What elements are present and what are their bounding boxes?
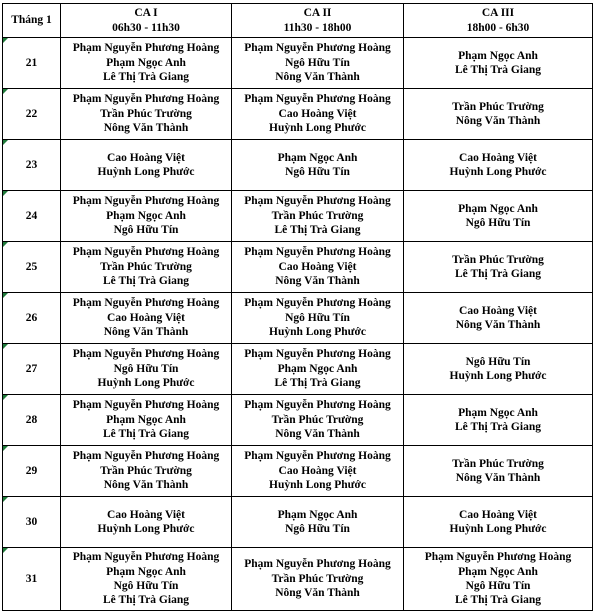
shift-cell-3 [404, 140, 593, 191]
staff-name: Lê Thị Trà Giang [103, 71, 189, 84]
shift-time: 06h30 - 11h30 [112, 21, 180, 34]
staff-name: Nông Văn Thành [275, 428, 360, 441]
day-number: 23 [25, 158, 38, 171]
shift-cell-3 [404, 89, 593, 140]
day-cell [3, 548, 61, 611]
shift-title: CA II [303, 6, 332, 19]
day-cell [3, 395, 61, 446]
staff-name: Phạm Nguyễn Phương Hoàng [72, 246, 220, 259]
shift-cell-1 [61, 38, 232, 89]
day-number: 25 [25, 260, 38, 273]
shift-cell-3 [404, 38, 593, 89]
table-row [3, 293, 593, 344]
comment-corner-marker [3, 293, 8, 298]
day-cell [3, 38, 61, 89]
staff-name: Trần Phúc Trường [452, 457, 544, 470]
staff-name: Huỳnh Long Phước [269, 326, 366, 339]
day-cell [3, 140, 61, 191]
staff-name: Ngô Hữu Tín [285, 56, 350, 69]
shift-cell-1 [61, 293, 232, 344]
shift-cell-1 [61, 140, 232, 191]
table-row [3, 395, 593, 446]
table-row [3, 446, 593, 497]
shift-cell-3 [404, 344, 593, 395]
staff-name: Phạm Nguyễn Phương Hoàng [72, 42, 220, 55]
staff-name: Huỳnh Long Phước [449, 523, 547, 535]
shift-cell-3 [404, 446, 593, 497]
day-number: 24 [25, 209, 38, 222]
shift-cell-2 [232, 38, 404, 89]
staff-name: Trần Phúc Trường [271, 413, 364, 426]
shift-cell-3 [404, 497, 593, 548]
comment-corner-marker [3, 191, 8, 196]
staff-name: Phạm Nguyễn Phương Hoàng [424, 551, 572, 564]
staff-name: Trần Phúc Trường [452, 253, 544, 266]
staff-name: Ngô Hữu Tín [113, 224, 179, 237]
comment-corner-marker [3, 446, 8, 451]
day-cell [3, 242, 61, 293]
staff-name: Nông Văn Thành [103, 122, 189, 135]
staff-name: Cao Hoàng Việt [459, 151, 537, 164]
day-number: 29 [25, 464, 38, 477]
staff-name: Cao Hoàng Việt [278, 260, 357, 273]
table-row [3, 140, 593, 191]
shift-cell-1 [61, 89, 232, 140]
staff-name: Ngô Hữu Tín [465, 580, 531, 592]
staff-name: Ngô Hữu Tín [285, 311, 350, 324]
staff-name: Lê Thị Trà Giang [274, 377, 361, 390]
staff-name: Phạm Nguyễn Phương Hoàng [244, 93, 391, 106]
shift-header-3 [404, 4, 593, 38]
table-row [3, 242, 593, 293]
shift-cell-1 [61, 191, 232, 242]
shift-cell-1 [61, 395, 232, 446]
table-row [3, 548, 593, 611]
staff-name: Lê Thị Trà Giang [455, 64, 541, 76]
staff-name: Phạm Nguyễn Phương Hoàng [244, 246, 391, 259]
staff-name: Phạm Ngọc Anh [106, 413, 186, 426]
staff-name: Cao Hoàng Việt [278, 464, 357, 477]
staff-name: Phạm Ngọc Anh [106, 56, 186, 69]
staff-name: Phạm Nguyễn Phương Hoàng [244, 558, 391, 571]
table-row [3, 344, 593, 395]
staff-name: Phạm Ngọc Anh [458, 406, 538, 419]
table-row [3, 89, 593, 140]
comment-corner-marker [3, 344, 8, 349]
shift-cell-2 [232, 548, 404, 611]
comment-corner-marker [3, 242, 8, 247]
shift-time: 18h00 - 6h30 [466, 21, 530, 34]
staff-name: Trần Phúc Trường [100, 107, 192, 120]
staff-name: Nông Văn Thành [275, 587, 360, 600]
shift-cell-2 [232, 242, 404, 293]
staff-name: Phạm Nguyễn Phương Hoàng [244, 195, 391, 208]
staff-name: Phạm Nguyễn Phương Hoàng [244, 297, 391, 310]
staff-name: Phạm Ngọc Anh [458, 565, 538, 578]
shift-header-2 [232, 4, 404, 38]
staff-name: Phạm Nguyễn Phương Hoàng [244, 348, 391, 361]
staff-name: Phạm Ngọc Anh [106, 209, 186, 222]
staff-name: Nông Văn Thành [275, 71, 360, 84]
staff-name: Cao Hoàng Việt [459, 304, 537, 317]
staff-name: Nông Văn Thành [103, 326, 189, 339]
staff-name: Trần Phúc Trường [100, 464, 192, 477]
staff-name: Huỳnh Long Phước [449, 370, 547, 382]
shift-cell-2 [232, 293, 404, 344]
staff-name: Phạm Nguyễn Phương Hoàng [244, 450, 391, 463]
month-header [3, 4, 61, 38]
staff-name: Huỳnh Long Phước [269, 479, 366, 492]
staff-name: Huỳnh Long Phước [97, 166, 195, 178]
staff-name: Trần Phúc Trường [271, 209, 364, 222]
shift-cell-2 [232, 140, 404, 191]
staff-name: Nông Văn Thành [455, 472, 541, 484]
staff-name: Lê Thị Trà Giang [103, 428, 189, 441]
staff-name: Phạm Ngọc Anh [277, 362, 358, 375]
staff-name: Nông Văn Thành [103, 479, 189, 492]
table-row [3, 497, 593, 548]
staff-name: Ngô Hữu Tín [285, 523, 350, 535]
staff-name: Phạm Nguyễn Phương Hoàng [72, 399, 220, 412]
staff-name: Phạm Ngọc Anh [106, 565, 186, 578]
shift-cell-1 [61, 344, 232, 395]
staff-name: Trần Phúc Trường [100, 260, 192, 273]
staff-name: Nông Văn Thành [275, 275, 360, 288]
staff-name: Phạm Nguyễn Phương Hoàng [72, 450, 220, 463]
shift-cell-1 [61, 497, 232, 548]
staff-name: Trần Phúc Trường [271, 572, 364, 585]
staff-name: Phạm Nguyễn Phương Hoàng [72, 93, 220, 106]
staff-name: Ngô Hữu Tín [465, 355, 531, 368]
day-number: 21 [25, 56, 38, 69]
shift-cell-3 [404, 191, 593, 242]
staff-name: Ngô Hữu Tín [285, 166, 350, 178]
shift-cell-3 [404, 242, 593, 293]
staff-name: Cao Hoàng Việt [107, 508, 185, 521]
day-cell [3, 293, 61, 344]
shift-cell-1 [61, 548, 232, 611]
staff-name: Phạm Ngọc Anh [458, 49, 538, 62]
staff-name: Huỳnh Long Phước [269, 122, 366, 135]
staff-name: Lê Thị Trà Giang [455, 421, 541, 433]
shift-cell-1 [61, 446, 232, 497]
shift-cell-2 [232, 395, 404, 446]
staff-name: Trần Phúc Trường [452, 100, 544, 113]
staff-name: Phạm Nguyễn Phương Hoàng [72, 297, 220, 310]
header-row [3, 4, 593, 38]
staff-name: Phạm Nguyễn Phương Hoàng [72, 195, 220, 208]
staff-name: Cao Hoàng Việt [278, 107, 357, 120]
day-cell [3, 497, 61, 548]
shift-cell-3 [404, 293, 593, 344]
schedule-body [3, 38, 593, 611]
staff-name: Phạm Ngọc Anh [277, 508, 358, 521]
staff-name: Lê Thị Trà Giang [274, 224, 361, 237]
staff-name: Huỳnh Long Phước [97, 523, 195, 535]
day-number: 30 [25, 515, 38, 528]
staff-name: Ngô Hữu Tín [113, 580, 179, 592]
staff-name: Huỳnh Long Phước [97, 377, 195, 390]
table-row [3, 38, 593, 89]
day-cell [3, 446, 61, 497]
shift-cell-2 [232, 191, 404, 242]
staff-name: Ngô Hữu Tín [113, 362, 179, 375]
staff-name: Phạm Nguyễn Phương Hoàng [72, 551, 220, 564]
shift-time: 11h30 - 18h00 [283, 21, 352, 34]
shift-cell-2 [232, 89, 404, 140]
staff-name: Lê Thị Trà Giang [455, 268, 541, 280]
day-number: 27 [25, 362, 38, 375]
table-row [3, 191, 593, 242]
staff-name: Nông Văn Thành [455, 319, 541, 331]
comment-corner-marker [3, 38, 8, 43]
shift-title: CA I [134, 6, 158, 19]
shift-title: CA III [481, 6, 515, 19]
shift-header-1 [61, 4, 232, 38]
shift-cell-3 [404, 395, 593, 446]
staff-name: Cao Hoàng Việt [107, 311, 185, 324]
staff-name: Phạm Ngọc Anh [277, 151, 358, 164]
day-cell [3, 89, 61, 140]
staff-name: Lê Thị Trà Giang [103, 275, 189, 288]
day-cell [3, 344, 61, 395]
staff-name: Huỳnh Long Phước [449, 166, 547, 178]
staff-name: Cao Hoàng Việt [107, 151, 185, 164]
comment-corner-marker [3, 89, 8, 94]
staff-name: Phạm Nguyễn Phương Hoàng [244, 42, 391, 55]
day-number: 26 [25, 311, 38, 324]
staff-name: Cao Hoàng Việt [459, 508, 537, 521]
day-number: 28 [25, 413, 38, 426]
staff-name: Phạm Nguyễn Phương Hoàng [244, 399, 391, 412]
shift-cell-1 [61, 242, 232, 293]
shift-cell-2 [232, 446, 404, 497]
day-number: 22 [25, 107, 38, 120]
staff-name: Phạm Ngọc Anh [458, 202, 538, 215]
shift-cell-2 [232, 344, 404, 395]
comment-corner-marker [3, 497, 8, 502]
day-number: 31 [25, 572, 38, 585]
staff-name: Lê Thị Trà Giang [103, 594, 189, 607]
shift-cell-2 [232, 497, 404, 548]
comment-corner-marker [3, 395, 8, 400]
staff-name: Phạm Nguyễn Phương Hoàng [72, 348, 220, 361]
shift-schedule-table [2, 3, 593, 611]
day-cell [3, 191, 61, 242]
comment-corner-marker [3, 140, 8, 145]
comment-corner-marker [3, 548, 8, 553]
staff-name: Lê Thị Trà Giang [455, 594, 541, 607]
schedule-header [3, 4, 593, 38]
month-label: Tháng 1 [11, 14, 52, 27]
staff-name: Ngô Hữu Tín [465, 217, 531, 229]
shift-cell-3 [404, 548, 593, 611]
staff-name: Nông Văn Thành [455, 115, 541, 127]
